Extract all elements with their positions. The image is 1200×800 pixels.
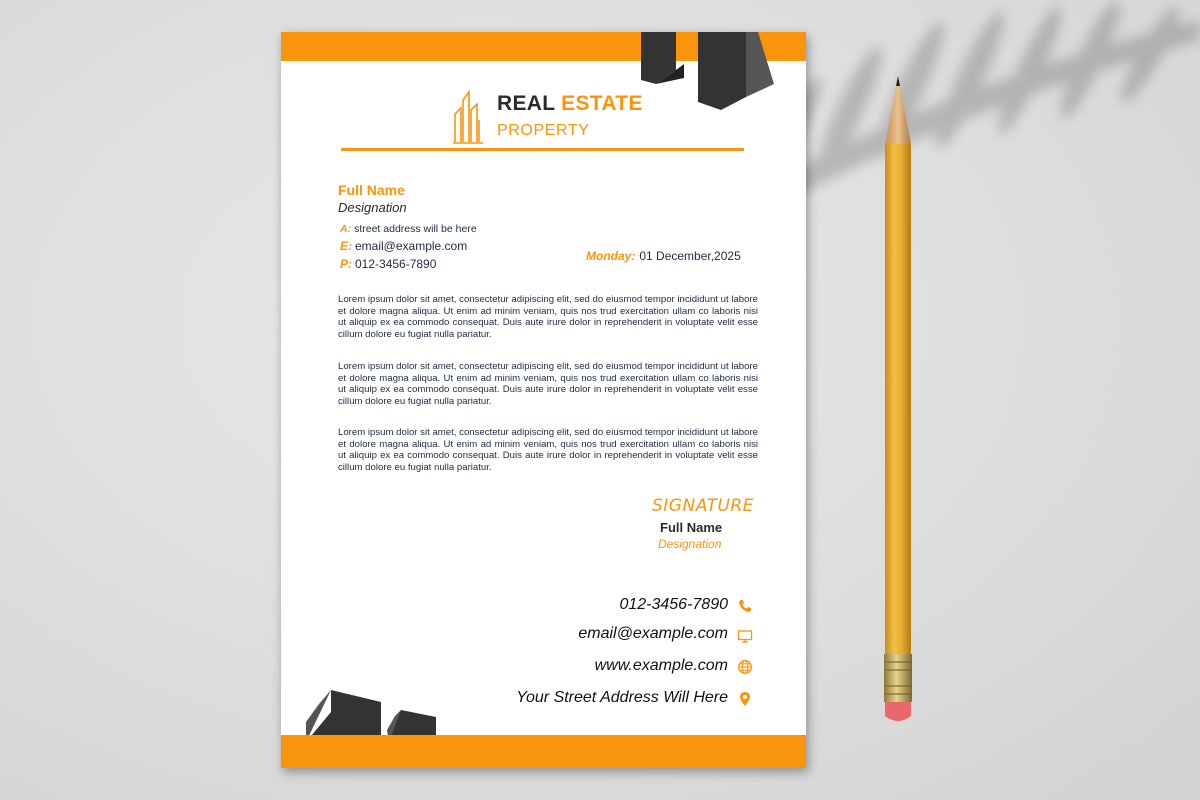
monitor-icon [737,628,753,644]
sender-email [340,239,467,253]
date-key: Monday: [586,249,636,263]
body-paragraph-1: Lorem ipsum dolor sit amet, consectetur adipiscing elit, sed do eiusmod tempor incididunt ut labore et dolore magna aliqua. Ut enim ad minim veniam, quis nos trud exercitation ullam co laboris nisi ut aliquip ex ea commodo consequat. Duis aute irure dolor in reprehenderit in voluptate velit esse cillum dolore eu fugiat nulla pariatur. [338,294,758,340]
globe-icon [737,659,753,675]
bottom-building-blocks [301,682,441,742]
body-paragraph-2: Lorem ipsum dolor sit amet, consectetur adipiscing elit, sed do eiusmod tempor incididunt ut labore et dolore magna aliqua. Ut enim ad minim veniam, quis nos trud exercitation ullam co laboris nisi ut aliquip ex ea commodo consequat. Duis aute irure dolor in reprehenderit in voluptate velit esse cillum dolore eu fugiat nulla pariatur. [338,361,758,407]
top-building-blocks [636,32,806,122]
sender-address [340,223,477,235]
bottom-orange-bar [281,735,806,768]
location-pin-icon [737,691,753,707]
sender-phone [340,257,436,271]
footer-email: email@example.com [578,625,728,642]
signature-label: SIGNATURE [652,496,754,516]
signature-designation: Designation [658,537,722,551]
phone-value: 012-3456-7890 [355,257,437,271]
header-divider [341,148,744,151]
address-key: A: [340,223,352,235]
letterhead-page [281,32,806,768]
phone-key: P: [340,257,352,271]
email-value: email@example.com [355,239,468,253]
sender-name: Full Name [338,182,405,198]
brand-name-part1: REAL [497,92,555,115]
pencil-illustration [878,76,918,726]
body-paragraph-3: Lorem ipsum dolor sit amet, consectetur adipiscing elit, sed do eiusmod tempor incididunt ut labore et dolore magna aliqua. Ut enim ad minim veniam, quis nos trud exercitation ullam co laboris nisi ut aliquip ex ea commodo consequat. Duis aute irure dolor in reprehenderit in voluptate velit esse cillum dolore eu fugiat nulla pariatur. [338,427,758,473]
date-value: 01 December,2025 [639,249,741,263]
phone-icon [737,598,753,614]
email-key: E: [340,239,352,253]
footer-phone: 012-3456-7890 [619,596,728,613]
signature-name: Full Name [660,520,723,535]
brand-name [497,92,643,116]
address-value: street address will be here [354,223,477,235]
building-logo-icon [453,90,483,144]
letter-date [586,249,741,263]
sender-designation: Designation [338,200,407,215]
brand-name-part2: ESTATE [561,92,643,115]
footer-website: www.example.com [594,657,728,674]
brand-subtitle: PROPERTY [497,122,590,139]
footer-address: Your Street Address Will Here [516,689,728,706]
